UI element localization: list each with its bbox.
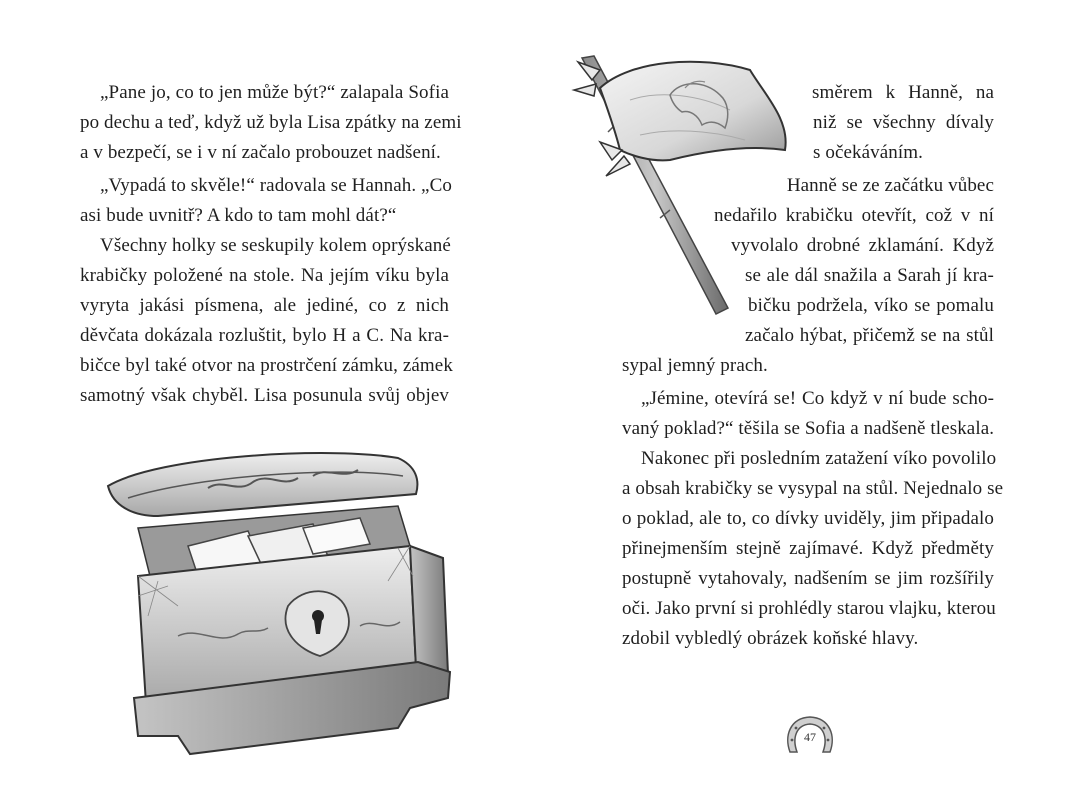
- left-text-line: „Pane jo, co to jen může být?“ zalapala Sofia: [100, 82, 449, 103]
- right-text-line: začalo hýbat, přičemž se na stůl: [745, 325, 994, 346]
- right-text-line: postupně vytahovaly, nadšením se jim rozšířily: [622, 568, 994, 589]
- left-text-line: bičce byl také otvor na prostrčení zámku, zámek: [80, 355, 453, 376]
- right-text-line: směrem k Hanně, na: [812, 82, 994, 103]
- right-text-line: sypal jemný prach.: [622, 355, 768, 376]
- right-text-line: oči. Jako první si prohlédly starou vlajku, kterou: [622, 598, 996, 619]
- left-text-line: děvčata dokázala rozluštit, bylo H a C. Na kra-: [80, 325, 449, 346]
- chest-illustration: [98, 436, 458, 766]
- right-text-line: „Jémine, otevírá se! Co když v ní bude scho-: [641, 388, 994, 409]
- left-text-line: Všechny holky se seskupily kolem oprýskané: [100, 235, 451, 256]
- right-text-line: přinejmenším stejně zajímavé. Když předměty: [622, 538, 994, 559]
- right-text-line: vaný poklad?“ těšila se Sofia a nadšeně tleskala.: [622, 418, 995, 439]
- right-text-line: se ale dál snažila a Sarah jí kra-: [745, 265, 994, 286]
- left-text-line: vyryta jakási písmena, ale jediné, co z nich: [80, 295, 449, 316]
- page-number-ornament: [780, 712, 840, 758]
- right-text-line: a obsah krabičky se vysypal na stůl. Nejednalo se: [622, 478, 1004, 499]
- left-text-line: asi bude uvnitř? A kdo to tam mohl dát?“: [80, 205, 397, 226]
- right-text-line: bičku podržela, víko se pomalu: [748, 295, 994, 316]
- right-text-line: Nakonec při posledním zatažení víko povolilo: [641, 448, 997, 469]
- right-text-line: niž se všechny dívaly: [813, 112, 994, 133]
- left-text-line: „Vypadá to skvěle!“ radovala se Hannah. „Co: [100, 175, 452, 196]
- left-text-line: samotný však chyběl. Lisa posunula svůj objev: [80, 385, 449, 406]
- left-text-line: a v bezpečí, se i v ní začalo probouzet nadšení.: [80, 142, 441, 163]
- right-text-line: zdobil vybledlý obrázek koňské hlavy.: [622, 628, 919, 649]
- right-text-line: o poklad, ale to, co dívky uviděly, jim připadalo: [622, 508, 994, 529]
- right-text-line: nedařilo krabičku otevřít, což v ní: [714, 205, 994, 226]
- right-text-line: vyvolalo drobné zklamání. Když: [731, 235, 994, 256]
- left-text-line: po dechu a teď, když už byla Lisa zpátky na zemi: [80, 112, 462, 133]
- page-number: 47: [804, 730, 816, 744]
- right-text-line: s očekáváním.: [813, 142, 923, 163]
- left-text-line: krabičky položené na stole. Na jejím víku byla: [80, 265, 449, 286]
- right-text-line: Hanně se ze začátku vůbec: [786, 175, 994, 196]
